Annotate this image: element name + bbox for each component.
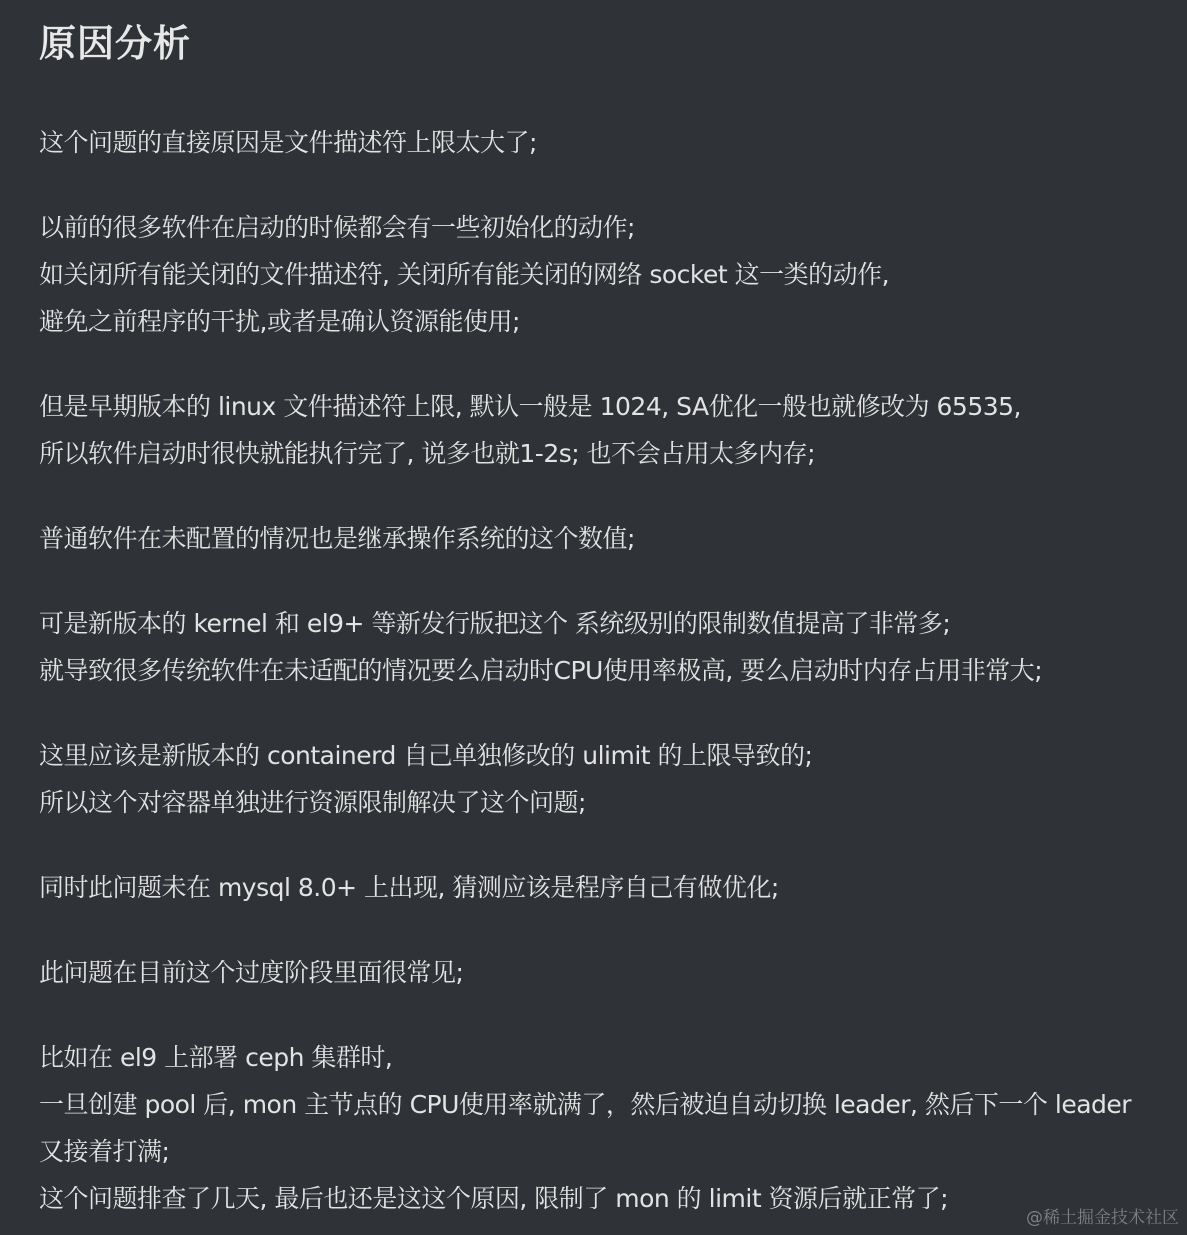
paragraph-old-limits <box>39 383 1169 477</box>
paragraph-common <box>39 949 1169 996</box>
paragraph-line: 此问题在目前这个过度阶段里面很常见; <box>39 958 464 987</box>
paragraph-line: 可是新版本的 kernel 和 el9+ 等新发行版把这个 系统级别的限制数值提高了非常多; <box>39 609 951 638</box>
paragraph-line: 比如在 el9 上部署 ceph 集群时, <box>39 1043 393 1072</box>
paragraph-line: 如关闭所有能关闭的文件描述符, 关闭所有能关闭的网络 socket 这一类的动作, <box>39 260 890 289</box>
paragraph-line: 这个问题排查了几天, 最后也还是这这个原因, 限制了 mon 的 limit 资源后就正常了; <box>39 1184 948 1213</box>
paragraph-mysql <box>39 864 1169 911</box>
paragraph-line: 一旦创建 pool 后, mon 主节点的 CPU使用率就满了，然后被迫自动切换 leader, 然后下一个 leader <box>39 1090 1132 1119</box>
paragraph-line: 所以软件启动时很快就能执行完了, 说多也就1-2s; 也不会占用太多内存; <box>39 439 816 468</box>
paragraph-line: 所以这个对容器单独进行资源限制解决了这个问题; <box>39 788 586 817</box>
site-watermark: @稀土掘金技术社区 <box>1026 1208 1179 1228</box>
paragraph-ceph-example <box>39 1034 1169 1222</box>
paragraph-new-kernel <box>39 600 1169 694</box>
paragraph-line: 又接着打满; <box>39 1137 170 1166</box>
paragraph-line: 普通软件在未配置的情况也是继承操作系统的这个数值; <box>39 524 635 553</box>
paragraph-line: 避免之前程序的干扰,或者是确认资源能使用; <box>39 307 520 336</box>
paragraph-line: 但是早期版本的 linux 文件描述符上限, 默认一般是 1024, SA优化一般也就修改为 65535, <box>39 392 1021 421</box>
paragraph-line: 这个问题的直接原因是文件描述符上限太大了; <box>39 128 537 157</box>
article-body <box>39 18 1169 1222</box>
section-heading: 原因分析 <box>39 22 191 65</box>
paragraph-containerd <box>39 732 1169 826</box>
paragraph-line: 就导致很多传统软件在未适配的情况要么启动时CPU使用率极高, 要么启动时内存占用非常大; <box>39 656 1043 685</box>
paragraph-line: 这里应该是新版本的 containerd 自己单独修改的 ulimit 的上限导致的; <box>39 741 813 770</box>
paragraph-inherit <box>39 515 1169 562</box>
paragraph-line: 同时此问题未在 mysql 8.0+ 上出现, 猜测应该是程序自己有做优化; <box>39 873 779 902</box>
paragraph-line: 以前的很多软件在启动的时候都会有一些初始化的动作; <box>39 213 635 242</box>
paragraph-direct-cause <box>39 119 1169 166</box>
paragraph-legacy-init <box>39 204 1169 345</box>
